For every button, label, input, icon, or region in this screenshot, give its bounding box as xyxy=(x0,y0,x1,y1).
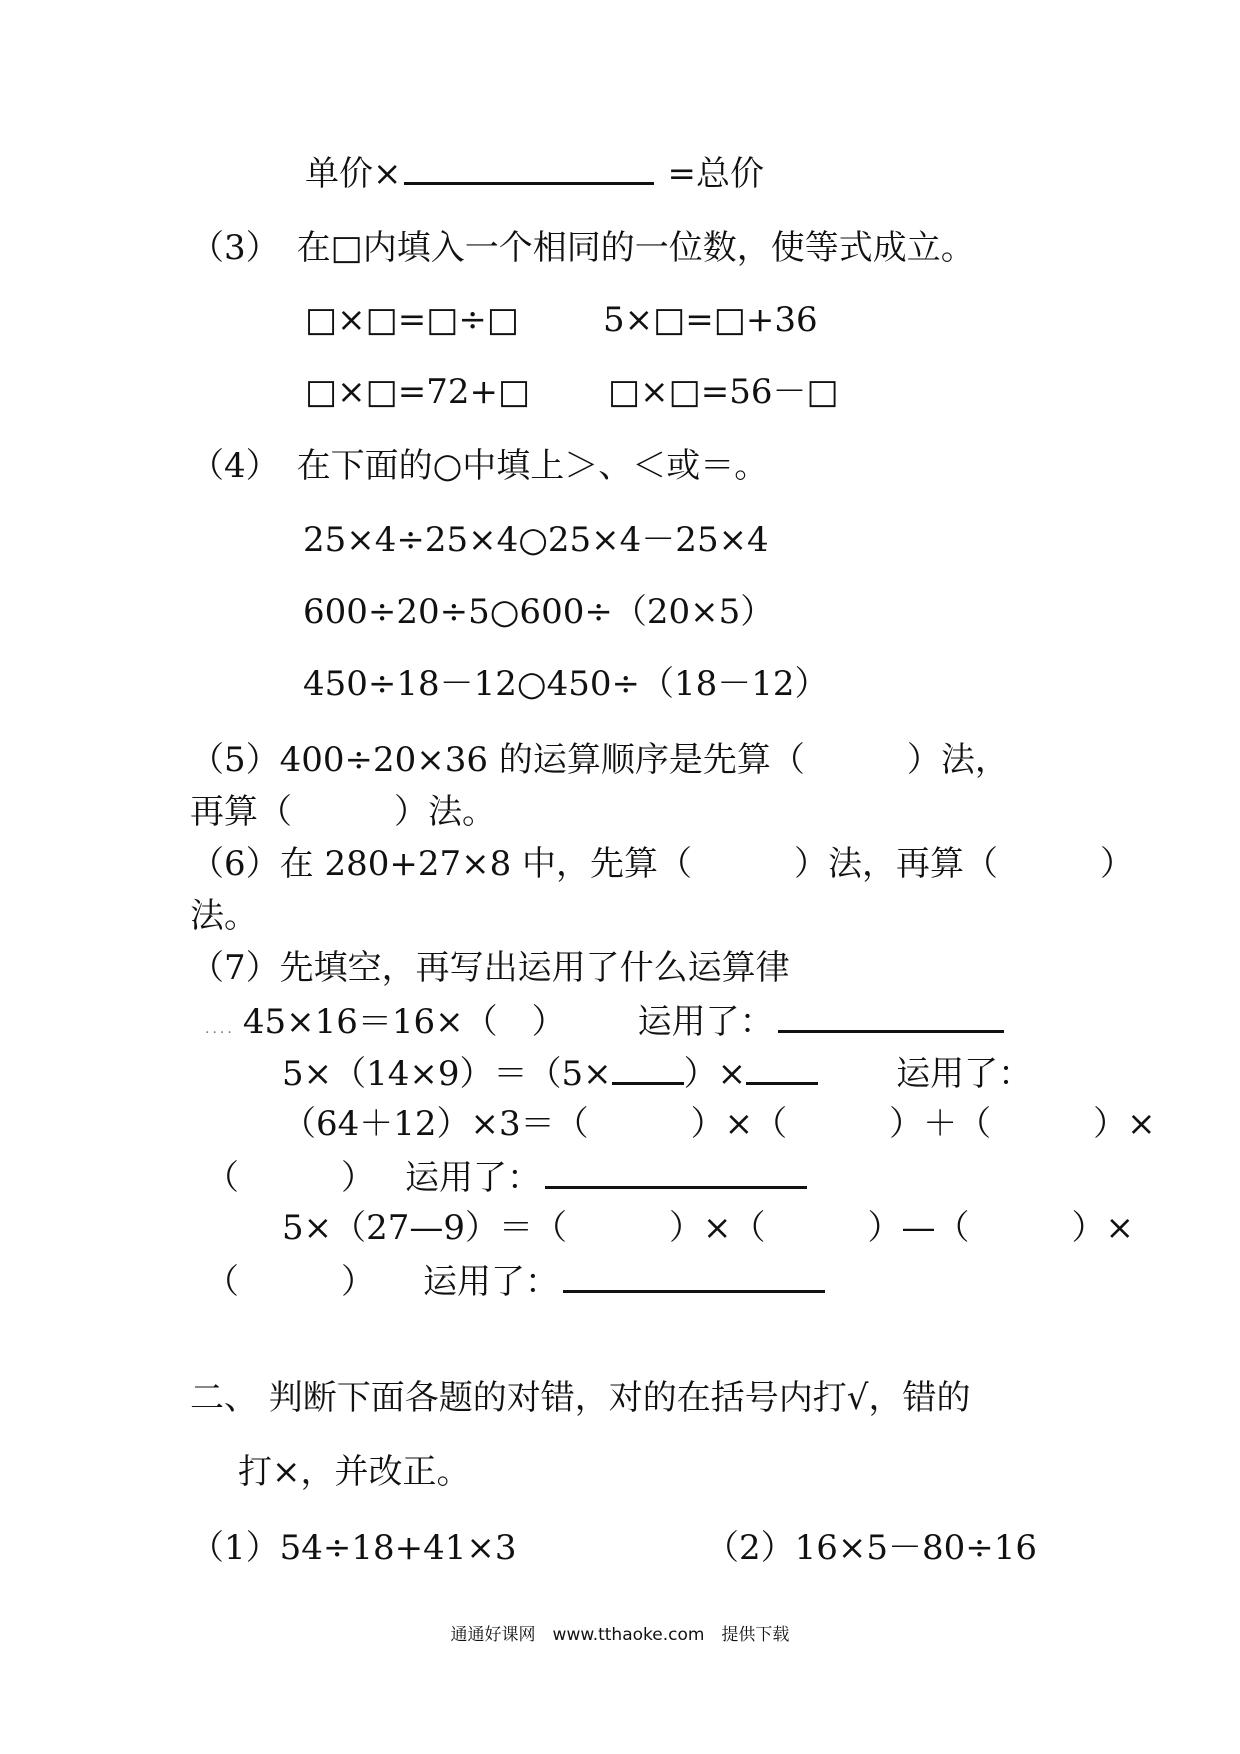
q7-row-1 xyxy=(205,1000,1004,1049)
q7-row-4-paren: （ ） xyxy=(205,1262,375,1302)
q4-compare-1: 25×4÷25×4○25×4－25×4 xyxy=(303,520,769,560)
q6-line-2: 法。 xyxy=(190,896,258,936)
q3-equation-1b: 5×□=□+36 xyxy=(603,300,818,340)
section-2-problem-2: （2）16×5－80÷16 xyxy=(705,1528,1038,1568)
q4-title: （4） 在下面的○中填上＞、＜或＝。 xyxy=(190,446,769,486)
q2-left-text: 单价× xyxy=(305,154,402,194)
q2-right-text: =总价 xyxy=(667,154,764,194)
q7-title: （7）先填空，再写出运用了什么运算律 xyxy=(190,948,790,988)
q3-equation-2b: □×□=56－□ xyxy=(608,372,839,412)
q7-row-3-paren: （ ） xyxy=(205,1158,375,1198)
q4-compare-3: 450÷18－12○450÷（18－12） xyxy=(303,664,829,704)
page-footer: 通通好课网 www.tthaoke.com 提供下载 xyxy=(450,1625,790,1645)
q7-row-2 xyxy=(282,1052,1032,1094)
section-2-problem-1: （1）54÷18+41×3 xyxy=(190,1528,517,1568)
q7-row-1-equation: 45×16＝16×（ ） xyxy=(242,1002,566,1042)
q7-row-2-used-label: 运用了： xyxy=(896,1054,1033,1094)
q4-compare-2: 600÷20÷5○600÷（20×5） xyxy=(303,592,775,632)
q7-row-3-line-1: （64＋12）×3＝（ ）×（ ）＋（ ）× xyxy=(282,1104,1156,1144)
q5-line-1: （5）400÷20×36 的运算顺序是先算（ ）法， xyxy=(190,740,1009,780)
q7-row-1-used-label: 运用了： xyxy=(637,1002,774,1042)
q7-row-2-blank-1[interactable] xyxy=(612,1052,684,1085)
q7-row-4-line-2 xyxy=(205,1260,825,1302)
q7-row-2-part-b: ）× xyxy=(683,1054,747,1094)
q7-row-4-answer-blank[interactable] xyxy=(563,1260,825,1293)
q7-row-3-answer-blank[interactable] xyxy=(545,1156,807,1189)
q7-row-3-line-2 xyxy=(205,1156,807,1198)
section-2-title: 二、 判断下面各题的对错，对的在括号内打√，错的 xyxy=(190,1378,971,1418)
q7-row-3-used-label: 运用了： xyxy=(405,1158,541,1198)
section-2-title-cont: 打×，并改正。 xyxy=(238,1452,471,1492)
q3-title: （3） 在□内填入一个相同的一位数，使等式成立。 xyxy=(190,228,975,268)
q7-row-4-line-1: 5×（27—9）＝（ ）×（ ）—（ ）× xyxy=(282,1208,1134,1248)
q7-row-1-answer-blank[interactable] xyxy=(778,1000,1004,1033)
q2-unit-price-line xyxy=(305,152,764,194)
q7-row-2-blank-2[interactable] xyxy=(746,1052,818,1085)
q6-line-1: （6）在 280+27×8 中，先算（ ）法，再算（ ） xyxy=(190,844,1135,884)
q7-row-1-dots: .... xyxy=(205,1021,235,1037)
q3-equation-1a: □×□=□÷□ xyxy=(305,300,519,340)
q2-answer-blank[interactable] xyxy=(404,152,654,185)
q7-row-2-part-a: 5×（14×9）＝（5× xyxy=(282,1054,612,1094)
q5-line-2: 再算（ ）法。 xyxy=(190,792,496,832)
q3-equation-2a: □×□=72+□ xyxy=(305,372,531,412)
q7-row-4-used-label: 运用了： xyxy=(423,1262,559,1302)
